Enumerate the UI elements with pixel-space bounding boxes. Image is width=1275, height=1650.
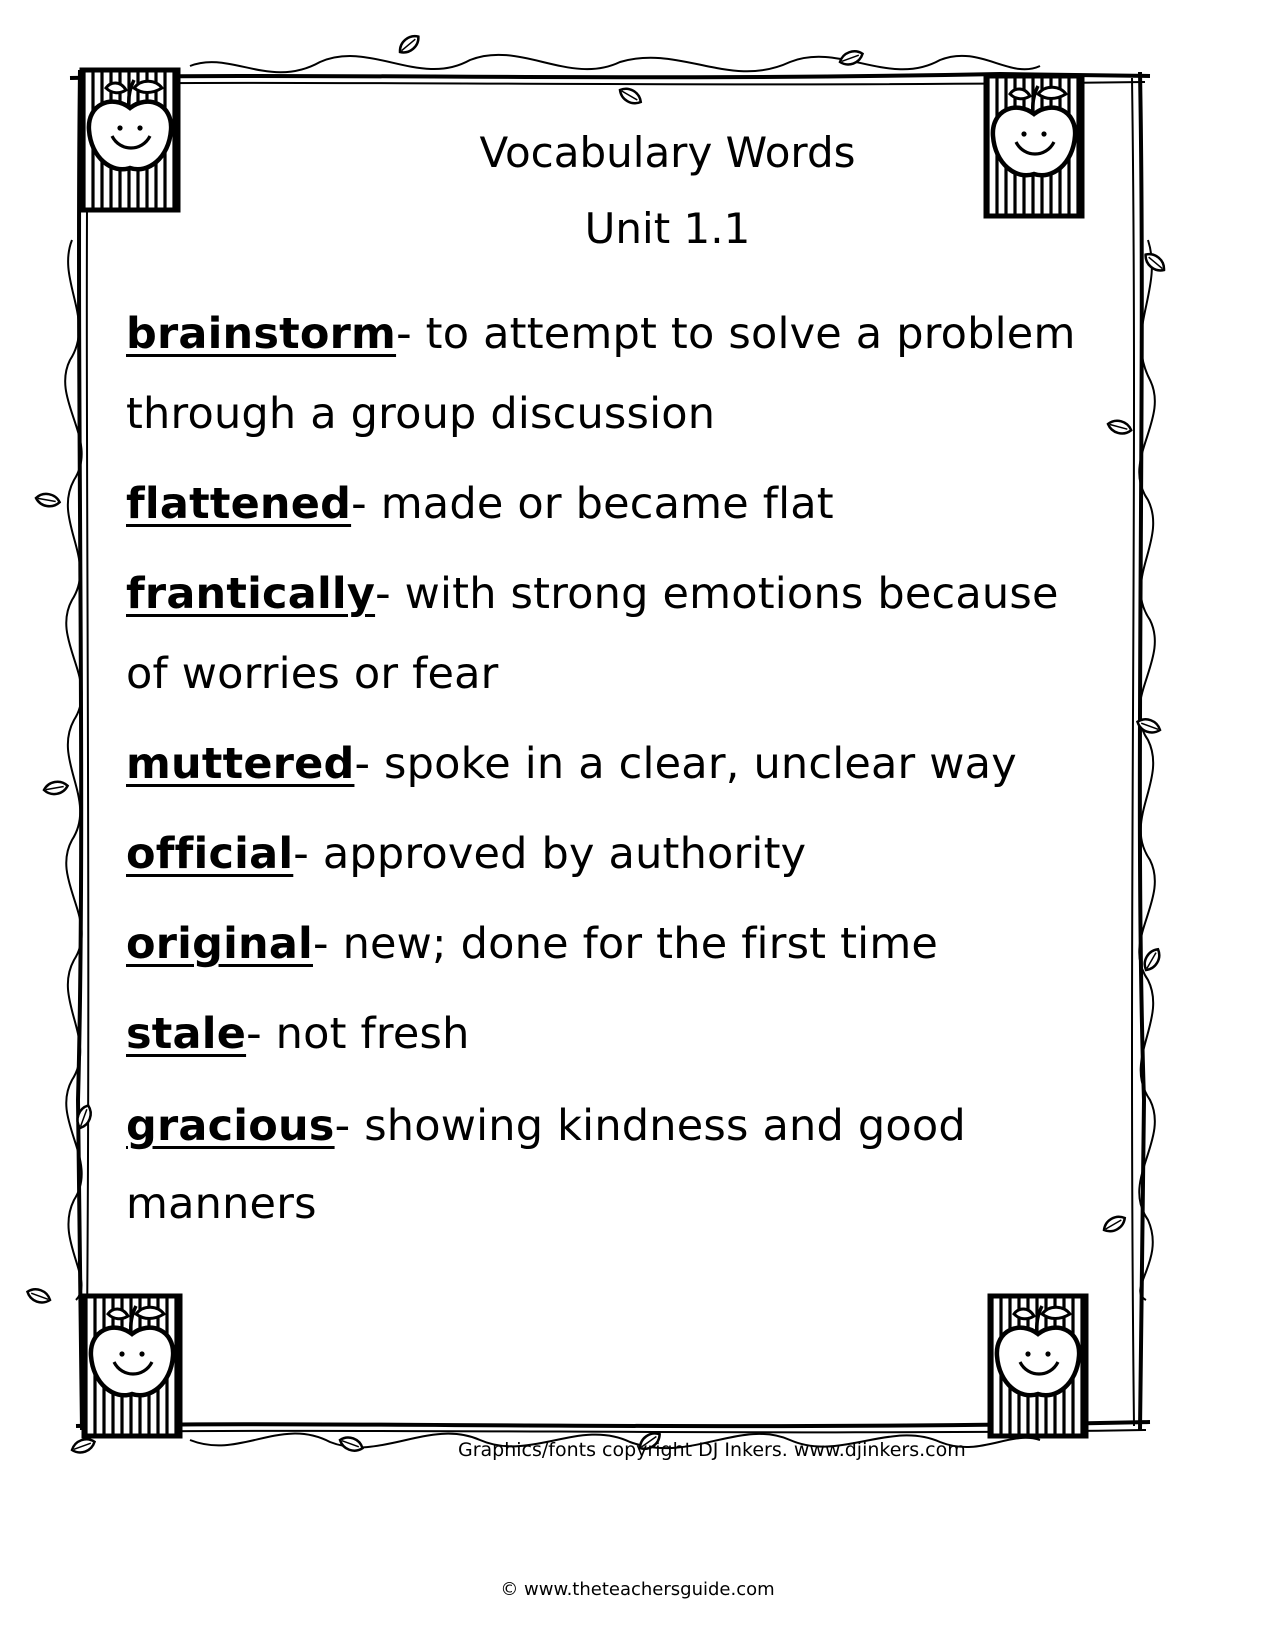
vocab-definition: spoke in a clear, unclear way — [384, 739, 1017, 789]
vocab-term: muttered — [126, 739, 355, 789]
vocab-term: flattened — [126, 479, 352, 529]
term-separator: - — [351, 479, 381, 529]
vocab-entry-stale — [126, 1006, 470, 1062]
vocab-entry-frantically — [126, 566, 1059, 622]
vocab-term: gracious — [126, 1101, 335, 1151]
vocab-definition: not fresh — [275, 1009, 470, 1059]
vocab-entry-original — [126, 916, 938, 972]
vocab-definition: with strong emotions because — [404, 569, 1059, 619]
page-title: Vocabulary Words — [479, 128, 856, 177]
vocab-definition-continued: manners — [126, 1179, 317, 1229]
apple-corner-bottom-right-icon — [990, 1296, 1086, 1436]
vocab-term: brainstorm — [126, 309, 397, 359]
term-separator: - — [246, 1009, 276, 1059]
vocab-definition: showing kindness and good — [364, 1101, 966, 1151]
vocab-definition: to attempt to solve a problem — [425, 309, 1076, 359]
unit-subtitle: Unit 1.1 — [584, 204, 751, 253]
vocab-entry-muttered — [126, 736, 1017, 792]
term-separator: - — [312, 919, 343, 969]
footer-copyright: © www.theteachersguide.com — [500, 1579, 775, 1600]
vocab-definition-continued: of worries or fear — [126, 649, 499, 699]
vocab-term: original — [126, 919, 313, 969]
term-separator: - — [334, 1101, 365, 1151]
vocab-entry-brainstorm — [126, 306, 1076, 362]
vocab-term: official — [126, 829, 294, 879]
apple-corner-bottom-left-icon — [84, 1296, 180, 1436]
vocab-term: frantically — [126, 569, 376, 619]
term-separator: - — [354, 739, 385, 789]
term-separator: - — [396, 309, 426, 359]
vocab-term: stale — [126, 1009, 247, 1059]
vocab-definition: new; done for the first time — [342, 919, 939, 969]
term-separator: - — [293, 829, 323, 879]
vocab-definition: approved by authority — [322, 829, 807, 879]
vocab-entry-flattened — [126, 476, 834, 532]
vocab-definition-continued: through a group discussion — [126, 389, 716, 439]
term-separator: - — [375, 569, 405, 619]
graphics-credit: Graphics/fonts copyright DJ Inkers. www.djinkers.com — [458, 1439, 966, 1461]
vocab-definition: made or became flat — [380, 479, 834, 529]
vocab-entry-official — [126, 826, 806, 882]
vocab-entry-gracious — [126, 1098, 966, 1154]
